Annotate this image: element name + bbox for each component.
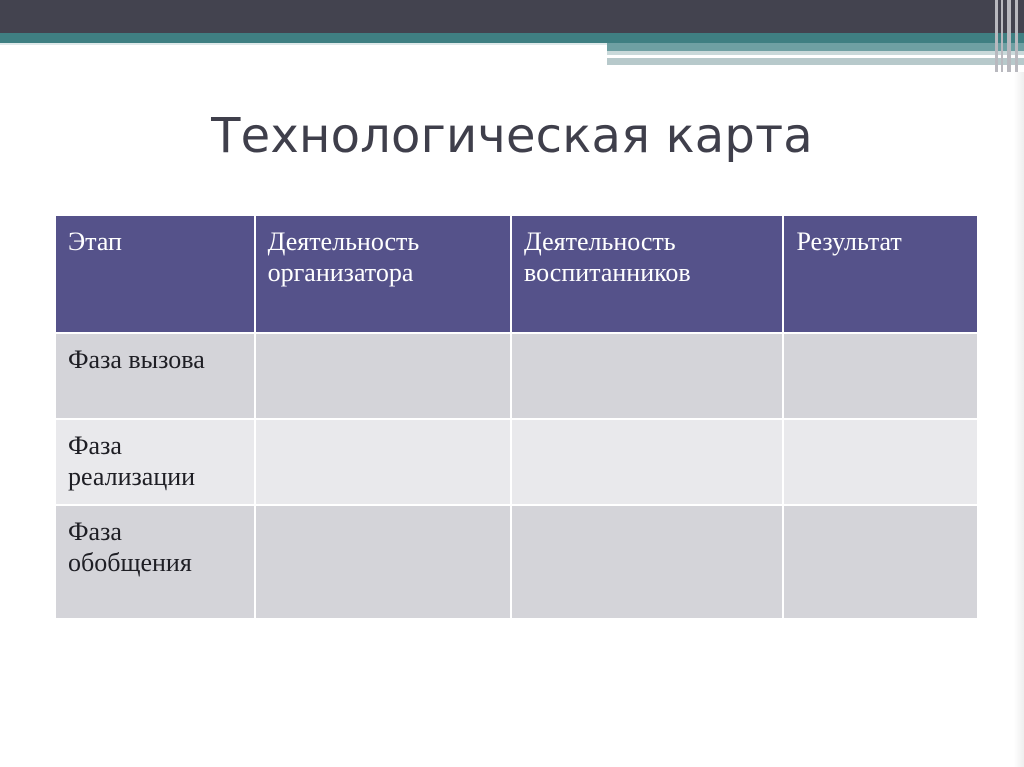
top-bar-light-accent-2: [607, 58, 1024, 65]
top-bar-teal: [0, 33, 1024, 43]
stage-cell: Фаза реализации: [55, 419, 255, 505]
pupils-cell: [511, 333, 783, 419]
organizer-cell: [255, 333, 511, 419]
right-edge-shadow: [1014, 72, 1024, 767]
pupils-cell: [511, 419, 783, 505]
right-rail-line: [1015, 0, 1018, 72]
slide-title: Технологическая карта: [211, 108, 813, 164]
top-bar-divider: [0, 43, 607, 45]
table-row: [55, 505, 978, 619]
table-row: [55, 419, 978, 505]
header-cell-stage: Этап: [55, 215, 255, 333]
right-rail-line: [1007, 0, 1011, 72]
header-cell-organizer: Деятельность организатора: [255, 215, 511, 333]
organizer-cell: [255, 419, 511, 505]
top-bar-dark: [0, 0, 1024, 33]
pupils-cell: [511, 505, 783, 619]
stage-cell: Фаза вызова: [55, 333, 255, 419]
technology-map-table: [54, 214, 979, 620]
organizer-cell: [255, 505, 511, 619]
result-cell: [783, 333, 978, 419]
table-row: [55, 333, 978, 419]
top-bar-teal-accent: [607, 43, 1024, 51]
top-bar-light-accent: [607, 51, 1024, 55]
result-cell: [783, 505, 978, 619]
header-cell-result: Результат: [783, 215, 978, 333]
right-rail-line: [995, 0, 998, 72]
stage-cell: Фаза обобщения: [55, 505, 255, 619]
result-cell: [783, 419, 978, 505]
right-rail-line: [1001, 0, 1003, 72]
header-cell-pupils: Деятельность воспитанников: [511, 215, 783, 333]
table-header-row: [55, 215, 978, 333]
